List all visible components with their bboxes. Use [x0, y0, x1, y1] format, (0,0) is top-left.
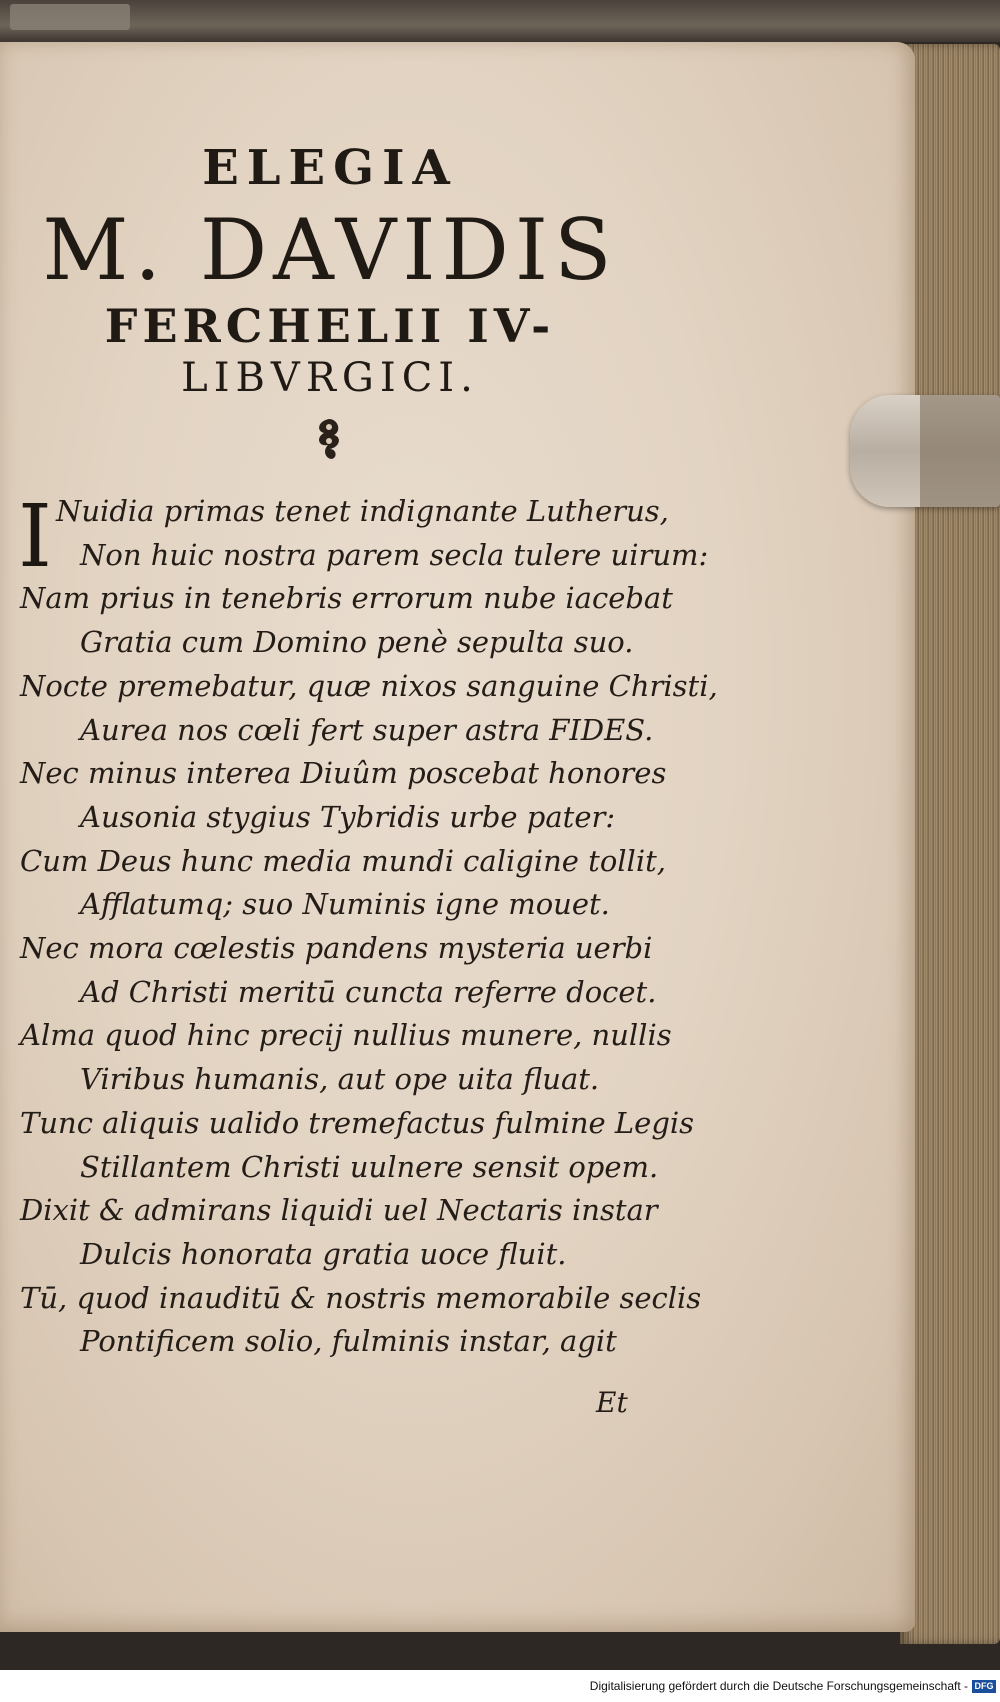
- poem-line: Pontificem solio, fulminis instar, agit: [80, 1324, 617, 1359]
- book-top-edge: [0, 0, 1000, 42]
- clip-strap: [920, 395, 1000, 507]
- dfg-logo[interactable]: DFG: [972, 1680, 996, 1693]
- title-block: [0, 140, 660, 402]
- poem-line: Dulcis honorata gratia uoce fluit.: [80, 1236, 567, 1271]
- poem-line: Nuidia primas tenet indignante Lutherus,: [56, 494, 669, 528]
- page-clip: [850, 395, 1000, 507]
- book-fore-edge: [900, 44, 1000, 1644]
- poem-line: Cum Deus hunc media mundi caligine tollit,: [20, 843, 666, 878]
- poem: [0, 487, 718, 1364]
- poem-line: Nec minus interea Diuûm poscebat honores: [20, 756, 667, 791]
- title-line-3: FERCHELII IV-: [104, 299, 556, 353]
- poem-line: Nec mora cœlestis pandens mysteria uerbi: [20, 931, 653, 966]
- poem-line: Ausonia stygius Tybridis urbe pater:: [80, 799, 616, 834]
- fleuron-icon: [308, 415, 350, 463]
- footer: [0, 1670, 1000, 1702]
- poem-line: Dixit & admirans liquidi uel Nectaris instar: [20, 1193, 658, 1228]
- poem-line: Stillantem Christi uulnere sensit opem.: [80, 1149, 659, 1184]
- poem-line: Nam prius in tenebris errorum nube iacebat: [20, 581, 673, 616]
- title-line-4: LIBVRGICI.: [181, 355, 479, 401]
- clamp: [10, 4, 130, 30]
- poem-line: Tū, quod inauditū & nostris memorabile seclis: [20, 1280, 702, 1315]
- title-line-2: M. DAVIDIS: [42, 201, 618, 299]
- drop-cap: I: [18, 487, 52, 587]
- title-line-1: ELEGIA: [202, 140, 458, 196]
- poem-line: Viribus humanis, aut ope uita fluat.: [80, 1062, 600, 1097]
- poem-line: Nocte premebatur, quæ nixos sanguine Christi,: [20, 668, 718, 703]
- poem-line: Aurea nos cœli fert super astra FIDES.: [80, 712, 654, 747]
- poem-line: Tunc aliquis ualido tremefactus fulmine Legis: [20, 1105, 695, 1140]
- poem-line: Ad Christi meritū cuncta referre docet.: [80, 974, 657, 1009]
- poem-line: Non huic nostra parem secla tulere uirum:: [80, 537, 709, 572]
- catchword: Et: [596, 1386, 628, 1419]
- poem-line: Alma quod hinc precij nullius munere, nullis: [20, 1018, 672, 1053]
- funding-notice: Digitalisierung gefördert durch die Deutsche Forschungsgemeinschaft -: [589, 1679, 968, 1693]
- poem-line: Gratia cum Domino penè sepulta suo.: [80, 625, 634, 660]
- poem-line: Afflatumq; suo Numinis igne mouet.: [80, 887, 610, 922]
